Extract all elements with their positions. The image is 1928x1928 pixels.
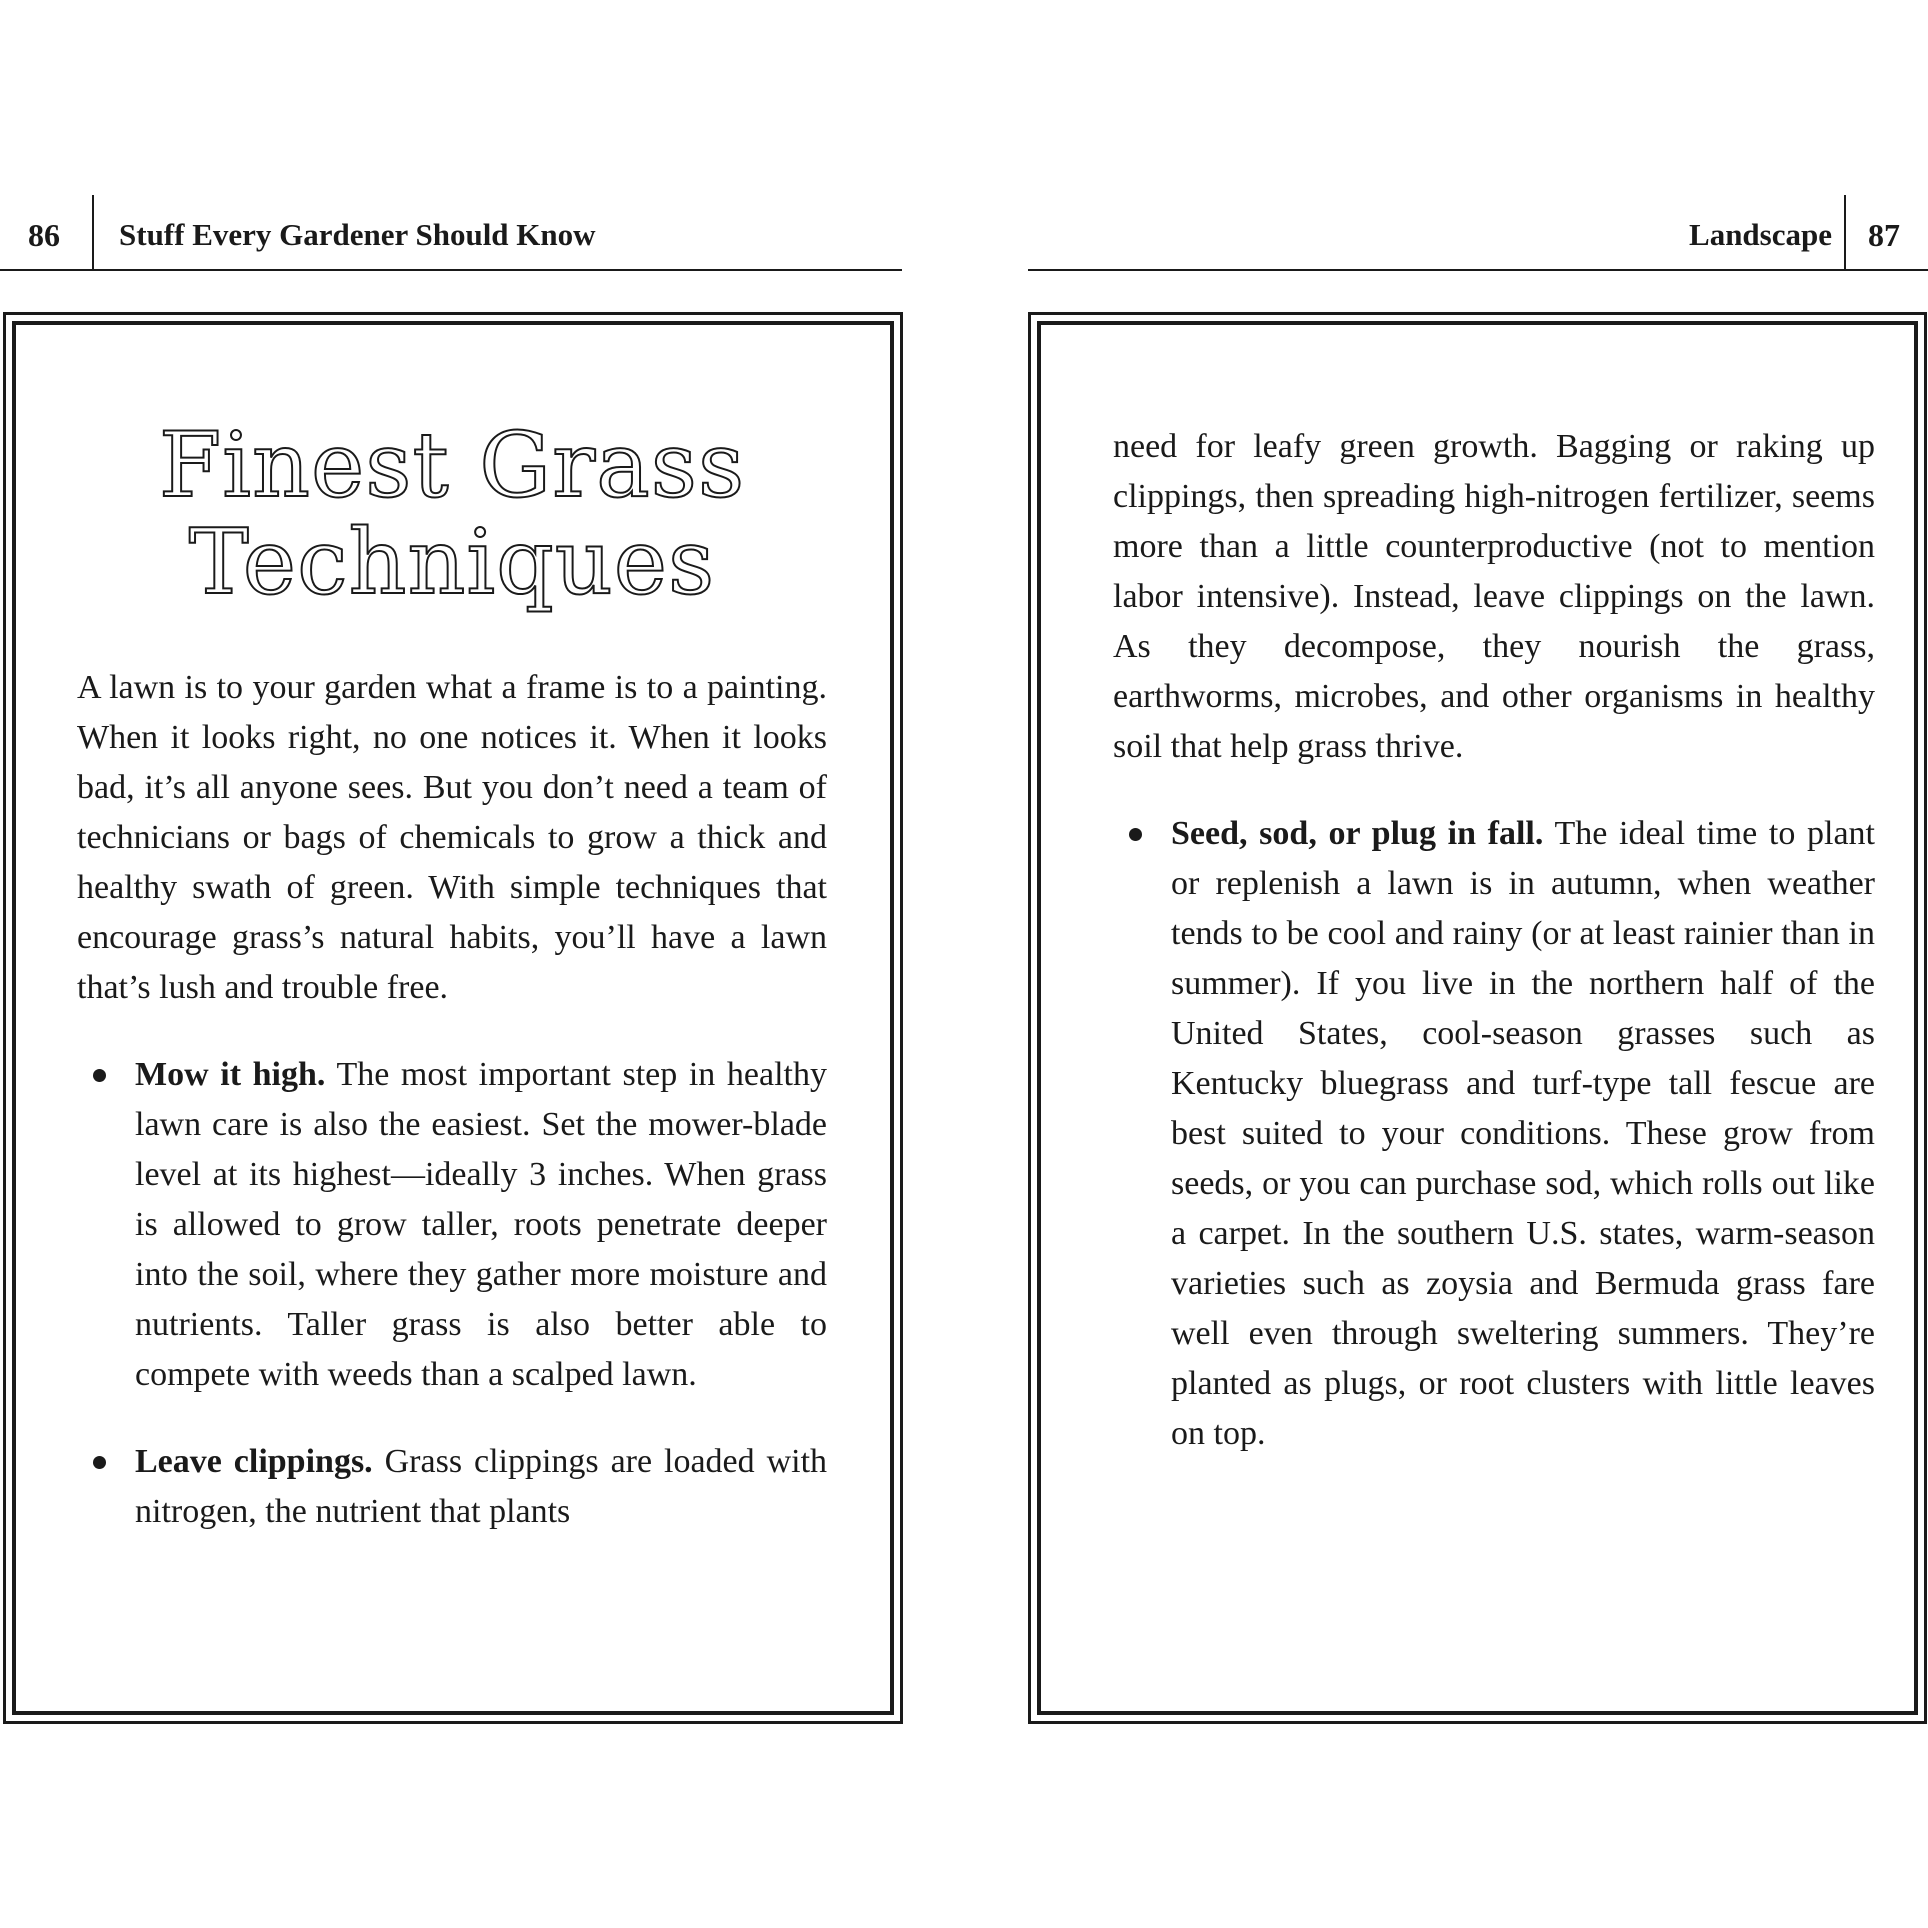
right-page-number: 87	[1868, 217, 1900, 253]
bullet-paragraph	[135, 1437, 827, 1537]
bullet-text: The ideal time to plant or replenish a lawn is in autumn, when weather tends to be cool and rainy (or at least rainier than in summer). If you live in the northern half of the United States, cool-season grasses such as Kentucky bluegrass and turf-type tall fescue are best suited to your conditions. These grow from seeds, or you can purchase sod, which rolls out like a carpet. In the southern U.S. states, warm-season varieties such as zoysia and Bermuda grass fare well even through sweltering summers. They’re planted as plugs, or root clusters with little leaves on top.	[1171, 815, 1876, 1452]
intro-paragraph: A lawn is to your garden what a frame is to a painting. When it looks right, no one notices it. When it looks bad, it’s all anyone sees. But you don’t need a team of technicians or bags of chemicals to grow a thick and healthy swath of green. With simple techniques that encourage grass’s natural habits, you’ll have a lawn that’s lush and trouble free.	[77, 669, 827, 1006]
left-page-content	[77, 413, 828, 1537]
bullet-text: The most important step in healthy lawn care is also the easiest. Set the mower-blade level at its highest—ideally 3 inches. When grass is allowed to grow taller, roots penetrate deeper into the soil, where they gather more moisture and nutrients. Taller grass is also better able to compete with weeds than a scalped lawn.	[135, 1056, 827, 1393]
page-title-line-1: Finest Grass	[158, 413, 746, 518]
page-title	[77, 413, 827, 615]
bullet-icon	[93, 1456, 106, 1469]
left-head-divider	[92, 195, 94, 269]
bullet-paragraph	[1171, 809, 1875, 1459]
right-head-divider	[1844, 195, 1846, 269]
bullet-lead: Leave clippings.	[135, 1443, 373, 1480]
section-title: Landscape	[1689, 217, 1832, 252]
bullet-text: Grass clippings are loaded with nitrogen, the nutrient that plants	[135, 1443, 828, 1530]
right-running-head	[1028, 195, 1928, 271]
list-item	[77, 1437, 827, 1537]
list-item	[1113, 809, 1875, 1459]
left-bullet-list	[77, 1050, 827, 1537]
bullet-icon	[93, 1069, 106, 1082]
left-page-number: 86	[28, 217, 60, 253]
bullet-lead: Mow it high.	[135, 1056, 326, 1093]
right-bullet-list	[1113, 809, 1875, 1459]
bullet-lead: Seed, sod, or plug in fall.	[1171, 815, 1544, 852]
page-title-line-2: Techniques	[188, 510, 716, 615]
list-item	[77, 1050, 827, 1400]
bullet-icon	[1129, 828, 1142, 841]
left-running-head	[0, 195, 902, 271]
bullet-paragraph	[135, 1050, 827, 1400]
book-title: Stuff Every Gardener Should Know	[119, 217, 596, 252]
continuation-paragraph: need for leafy green growth. Bagging or raking up clippings, then spreading high-nitrogen fertilizer, seems more than a little counterproductive (not to mention labor intensive). Instead, leave clippings on the lawn. As they decompose, they nourish the grass, earthworms, microbes, and other organisms in healthy soil that help grass thrive.	[1113, 428, 1875, 765]
right-page-frame	[1028, 312, 1927, 1724]
left-page-frame	[3, 312, 903, 1724]
right-page-content	[1113, 422, 1875, 1459]
